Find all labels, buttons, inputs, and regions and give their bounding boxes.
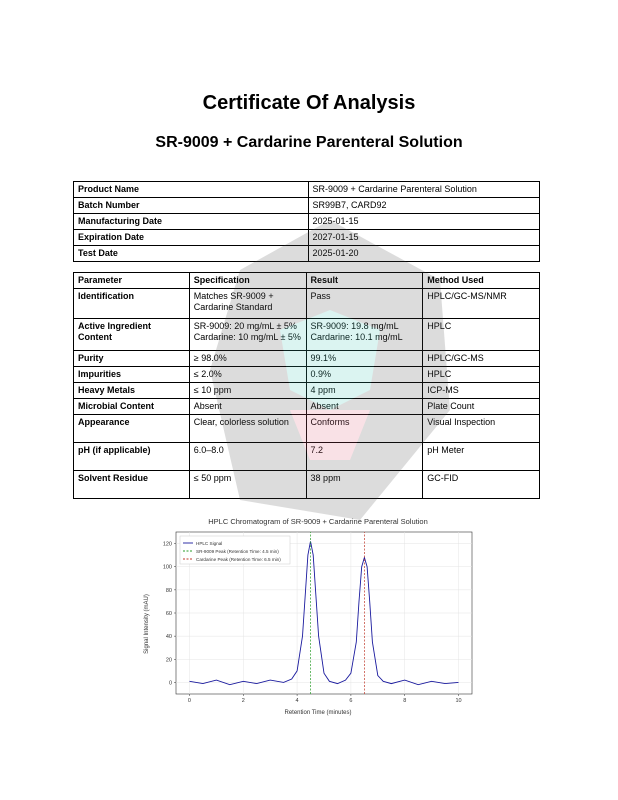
product-subtitle: SR-9009 + Cardarine Parenteral Solution: [155, 134, 463, 151]
y-axis-label: Signal Intensity (mAU): [144, 594, 150, 654]
info-value: 2025-01-20: [308, 246, 539, 262]
y-tick-label: 100: [162, 564, 172, 571]
info-label: Expiration Date: [74, 230, 309, 246]
parameter-cell: Purity: [74, 351, 190, 367]
result-cell: 7.2: [306, 443, 423, 471]
x-axis-label: Retention Time (minutes): [284, 710, 352, 716]
column-header: Specification: [189, 273, 306, 289]
legend-entry: HPLC Signal: [196, 541, 223, 546]
method-cell: HPLC: [423, 319, 540, 351]
table-row: [74, 182, 540, 198]
result-cell: Pass: [306, 289, 423, 319]
method-cell: GC-FID: [423, 471, 540, 499]
method-cell: HPLC/GC-MS: [423, 351, 540, 367]
info-label: Manufacturing Date: [74, 214, 309, 230]
table-row: [74, 198, 540, 214]
method-cell: Visual Inspection: [423, 415, 540, 443]
plot-area: [163, 532, 472, 704]
x-tick-label: 6: [349, 698, 353, 704]
table-row: [74, 383, 540, 399]
column-header: Result: [306, 273, 423, 289]
info-label: Batch Number: [74, 198, 309, 214]
product-info-table: [73, 181, 540, 262]
specification-cell: Matches SR-9009 + Cardarine Standard: [189, 289, 306, 319]
result-cell: Conforms: [306, 415, 423, 443]
parameter-cell: Identification: [74, 289, 190, 319]
specification-cell: Clear, colorless solution: [189, 415, 306, 443]
parameter-cell: pH (if applicable): [74, 443, 190, 471]
result-cell: 38 ppm: [306, 471, 423, 499]
result-cell: 99.1%: [306, 351, 423, 367]
table-row: [74, 230, 540, 246]
info-label: Product Name: [74, 182, 309, 198]
specification-cell: Absent: [189, 399, 306, 415]
hplc-chromatogram-chart: [140, 512, 480, 718]
table-row: [74, 214, 540, 230]
info-value: SR99B7, CARD92: [308, 198, 539, 214]
legend-entry: SR-9009 Peak (Retention Time: 4.5 min): [196, 549, 279, 554]
method-cell: ICP-MS: [423, 383, 540, 399]
y-tick-label: 40: [165, 634, 172, 641]
specification-cell: 6.0–8.0: [189, 443, 306, 471]
result-cell: 4 ppm: [306, 383, 423, 399]
method-cell: HPLC: [423, 367, 540, 383]
column-header: Method Used: [423, 273, 540, 289]
table-row: [74, 471, 540, 499]
results-table: [73, 272, 540, 499]
x-tick-label: 8: [403, 698, 407, 704]
document-title: Certificate Of Analysis: [202, 92, 416, 114]
result-cell: Absent: [306, 399, 423, 415]
table-row: [74, 289, 540, 319]
table-row: [74, 443, 540, 471]
specification-cell: ≤ 50 ppm: [189, 471, 306, 499]
y-tick-label: 20: [165, 657, 172, 664]
result-cell: 0.9%: [306, 367, 423, 383]
result-cell: SR-9009: 19.8 mg/mL Cardarine: 10.1 mg/mL: [306, 319, 423, 351]
specification-cell: ≤ 10 ppm: [189, 383, 306, 399]
parameter-cell: Active Ingredient Content: [74, 319, 190, 351]
parameter-cell: Impurities: [74, 367, 190, 383]
parameter-cell: Solvent Residue: [74, 471, 190, 499]
method-cell: Plate Count: [423, 399, 540, 415]
table-row: [74, 415, 540, 443]
specification-cell: ≤ 2.0%: [189, 367, 306, 383]
chart-title: HPLC Chromatogram of SR-9009 + Cardarine Parenteral Solution: [208, 517, 428, 526]
info-value: 2027-01-15: [308, 230, 539, 246]
y-tick-label: 60: [165, 611, 172, 617]
y-tick-label: 120: [162, 541, 172, 548]
legend-entry: Cardarine Peak (Retention Time: 6.5 min): [196, 557, 281, 562]
method-cell: HPLC/GC-MS/NMR: [423, 289, 540, 319]
y-tick-label: 80: [165, 587, 172, 594]
table-row: [74, 319, 540, 351]
parameter-cell: Appearance: [74, 415, 190, 443]
table-row: [74, 367, 540, 383]
chart-svg: [140, 512, 480, 718]
specification-cell: SR-9009: 20 mg/mL ± 5% Cardarine: 10 mg/mL ± 5%: [189, 319, 306, 351]
info-value: SR-9009 + Cardarine Parenteral Solution: [308, 182, 539, 198]
x-tick-label: 10: [455, 698, 462, 704]
x-tick-label: 0: [187, 698, 191, 704]
x-tick-label: 2: [241, 698, 245, 704]
info-value: 2025-01-15: [308, 214, 539, 230]
table-row: [74, 399, 540, 415]
method-cell: pH Meter: [423, 443, 540, 471]
parameter-cell: Heavy Metals: [74, 383, 190, 399]
column-header: Parameter: [74, 273, 190, 289]
table-row: [74, 246, 540, 262]
y-tick-label: 0: [168, 680, 172, 687]
info-label: Test Date: [74, 246, 309, 262]
specification-cell: ≥ 98.0%: [189, 351, 306, 367]
parameter-cell: Microbial Content: [74, 399, 190, 415]
table-row: [74, 351, 540, 367]
table-header-row: [74, 273, 540, 289]
x-tick-label: 4: [295, 698, 299, 704]
